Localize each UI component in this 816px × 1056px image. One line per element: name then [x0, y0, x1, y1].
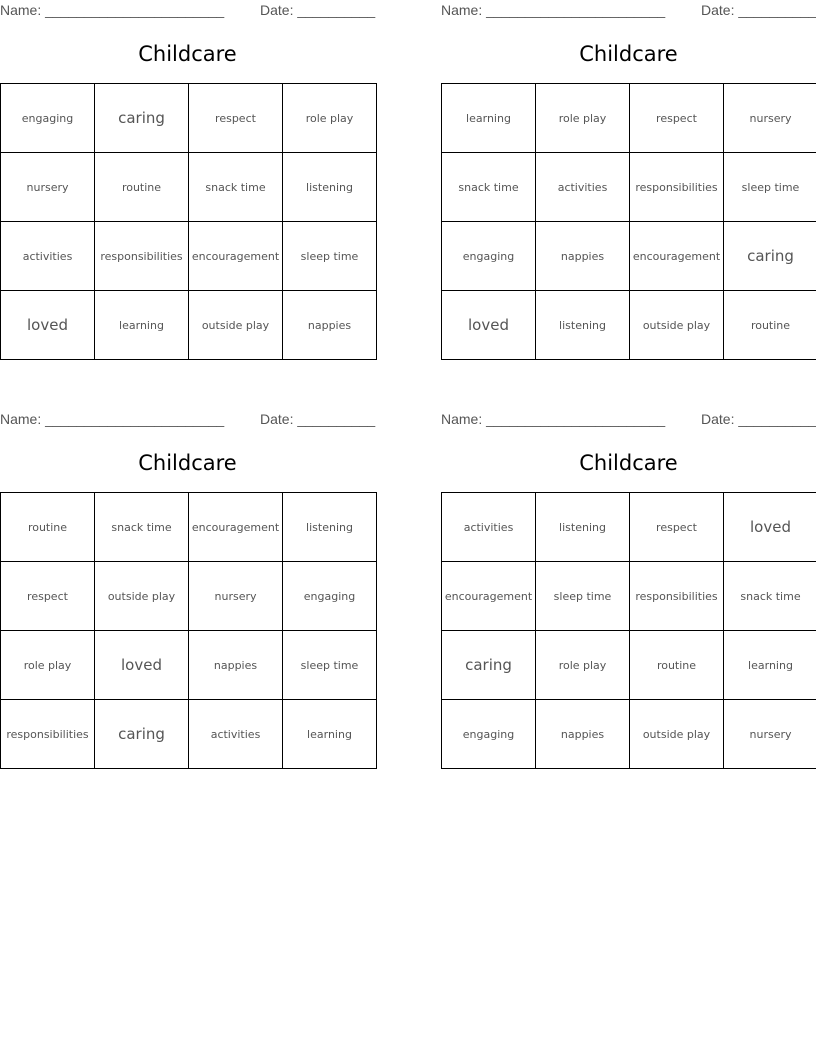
card-title: Childcare — [138, 451, 237, 475]
bingo-cell: role play — [1, 631, 95, 700]
bingo-cell: nappies — [536, 222, 630, 291]
bingo-cell: sleep time — [283, 631, 377, 700]
bingo-cell: responsibilities — [630, 153, 724, 222]
date-field: Date: __________ — [260, 2, 376, 18]
bingo-cell: learning — [283, 700, 377, 769]
bingo-cell: nursery — [1, 153, 95, 222]
bingo-cell: encouragement — [442, 562, 536, 631]
bingo-cell: outside play — [630, 291, 724, 360]
bingo-cell: outside play — [630, 700, 724, 769]
bingo-cell: sleep time — [724, 153, 816, 222]
bingo-cell: nursery — [724, 700, 816, 769]
bingo-grid — [441, 83, 816, 360]
bingo-card-3 — [0, 409, 376, 743]
bingo-cell: nursery — [724, 84, 816, 153]
bingo-cell: role play — [283, 84, 377, 153]
bingo-cell: activities — [442, 493, 536, 562]
bingo-cell: caring — [724, 222, 816, 291]
bingo-card-2 — [441, 0, 816, 334]
bingo-cell: activities — [189, 700, 283, 769]
bingo-cell: sleep time — [283, 222, 377, 291]
bingo-grid — [441, 492, 816, 769]
date-field: Date: __________ — [701, 411, 816, 427]
card-title: Childcare — [138, 42, 237, 66]
bingo-cell: loved — [442, 291, 536, 360]
card-header — [0, 0, 375, 22]
bingo-cell: listening — [283, 153, 377, 222]
bingo-cell: loved — [95, 631, 189, 700]
bingo-cell: routine — [724, 291, 816, 360]
name-field: Name: _______________________ — [441, 2, 666, 18]
card-title: Childcare — [579, 42, 678, 66]
bingo-cell: listening — [536, 493, 630, 562]
bingo-cell: nappies — [189, 631, 283, 700]
bingo-cell: encouragement — [189, 222, 283, 291]
bingo-cell: snack time — [189, 153, 283, 222]
bingo-cell: outside play — [189, 291, 283, 360]
name-field: Name: _______________________ — [0, 2, 225, 18]
bingo-cell: learning — [442, 84, 536, 153]
bingo-cell: respect — [630, 493, 724, 562]
bingo-cell: role play — [536, 631, 630, 700]
bingo-cell: listening — [536, 291, 630, 360]
bingo-cell: sleep time — [536, 562, 630, 631]
bingo-grid — [0, 492, 377, 769]
bingo-cell: nursery — [189, 562, 283, 631]
date-field: Date: __________ — [260, 411, 376, 427]
bingo-cell: learning — [724, 631, 816, 700]
card-header — [441, 409, 816, 431]
bingo-cell: activities — [1, 222, 95, 291]
bingo-cell: responsibilities — [95, 222, 189, 291]
card-header — [0, 409, 375, 431]
bingo-card-4 — [441, 409, 816, 741]
bingo-cell: engaging — [442, 700, 536, 769]
name-field: Name: _______________________ — [441, 411, 666, 427]
card-header — [441, 0, 816, 22]
bingo-cell: responsibilities — [630, 562, 724, 631]
bingo-cell: snack time — [724, 562, 816, 631]
bingo-cell: caring — [442, 631, 536, 700]
bingo-cell: encouragement — [630, 222, 724, 291]
date-field: Date: __________ — [701, 2, 816, 18]
bingo-cell: encouragement — [189, 493, 283, 562]
bingo-cell: caring — [95, 84, 189, 153]
bingo-cell: learning — [95, 291, 189, 360]
bingo-cell: routine — [1, 493, 95, 562]
bingo-cell: nappies — [536, 700, 630, 769]
bingo-cell: snack time — [95, 493, 189, 562]
name-field: Name: _______________________ — [0, 411, 225, 427]
bingo-grid — [0, 83, 377, 360]
bingo-cell: responsibilities — [1, 700, 95, 769]
bingo-cell: routine — [95, 153, 189, 222]
bingo-cell: respect — [1, 562, 95, 631]
bingo-cell: snack time — [442, 153, 536, 222]
bingo-cell: respect — [189, 84, 283, 153]
bingo-cell: engaging — [283, 562, 377, 631]
bingo-cell: outside play — [95, 562, 189, 631]
bingo-cell: activities — [536, 153, 630, 222]
card-title: Childcare — [579, 451, 678, 475]
bingo-card-1 — [0, 0, 376, 334]
bingo-cell: caring — [95, 700, 189, 769]
bingo-cell: engaging — [1, 84, 95, 153]
bingo-cell: nappies — [283, 291, 377, 360]
bingo-cell: respect — [630, 84, 724, 153]
bingo-cell: role play — [536, 84, 630, 153]
bingo-cell: routine — [630, 631, 724, 700]
bingo-cell: loved — [1, 291, 95, 360]
bingo-cell: listening — [283, 493, 377, 562]
bingo-cell: engaging — [442, 222, 536, 291]
bingo-cell: loved — [724, 493, 816, 562]
